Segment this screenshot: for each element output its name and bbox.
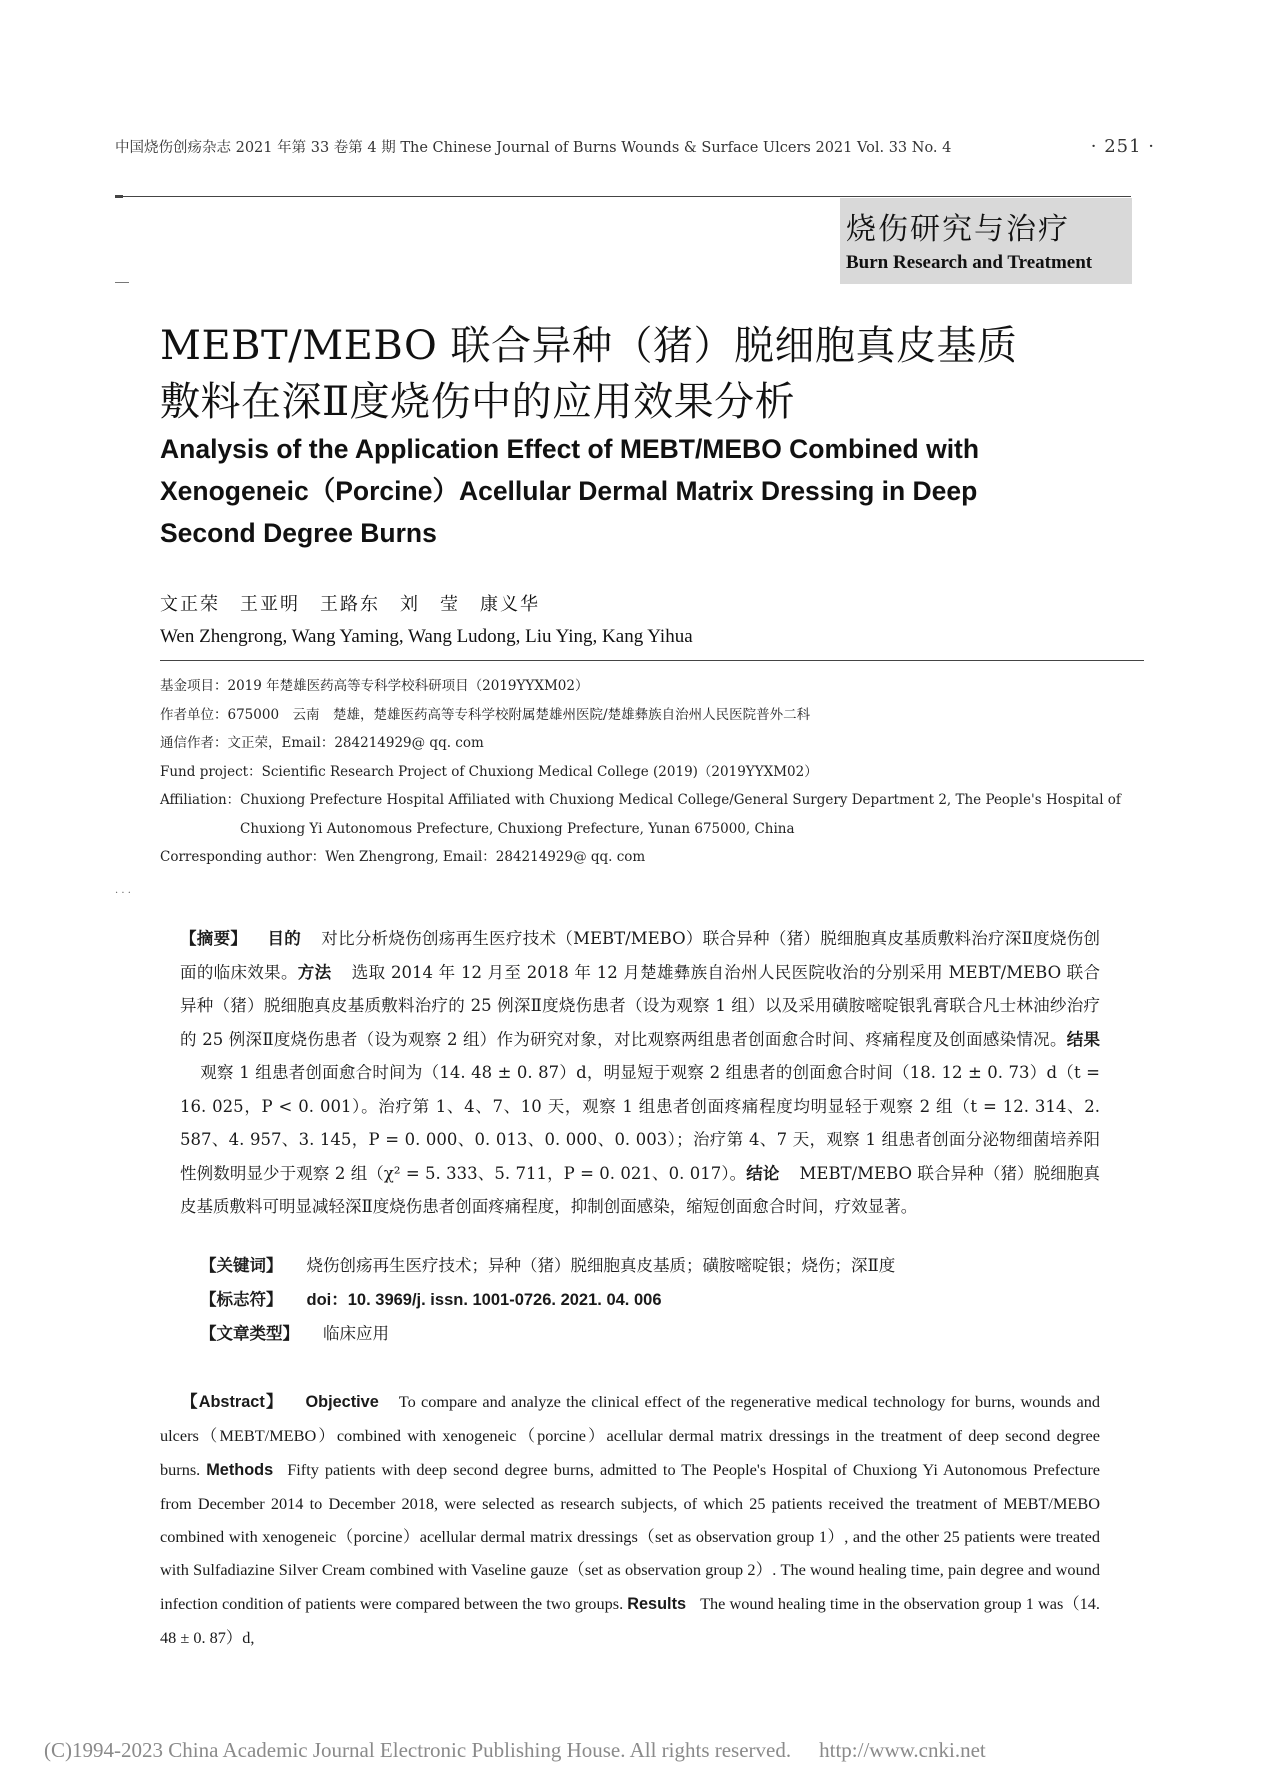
keywords-value: 烧伤创疡再生医疗技术；异种（猪）脱细胞真皮基质；磺胺嘧啶银；烧伤；深Ⅱ度 xyxy=(306,1256,896,1275)
running-head xyxy=(115,136,1155,157)
objective-cn-label: 目的 xyxy=(267,929,302,948)
keywords-label: 【关键词】 xyxy=(200,1256,283,1275)
objective-en-label: Objective xyxy=(305,1393,379,1411)
affiliation-en-line-2: Chuxiong Yi Autonomous Prefecture, Chuxiong Prefecture, Yunan 675000, China xyxy=(240,820,795,837)
page-number: · 251 · xyxy=(1090,136,1155,157)
article-title-en xyxy=(160,428,1120,554)
fund-en: Fund project：Scientific Research Project of Chuxiong Medical College (2019)（2019YYXM02） xyxy=(160,763,818,780)
methods-en-label: Methods xyxy=(206,1460,274,1479)
corresponding-cn: 通信作者：文正荣，Email：284214929@ qq. com xyxy=(160,735,484,751)
results-cn-label: 结果 xyxy=(1066,1029,1100,1049)
results-en-label: Results xyxy=(627,1594,687,1613)
article-type xyxy=(200,1320,1100,1344)
title-en-line-1: Analysis of the Application Effect of MEBT/MEBO Combined with xyxy=(160,434,980,464)
identifier xyxy=(200,1286,1100,1310)
section-title-cn: 烧伤研究与治疗 xyxy=(846,212,1070,247)
article-meta xyxy=(160,672,1140,872)
authors-en: Wen Zhengrong, Wang Yaming, Wang Ludong, Liu Ying, Kang Yihua xyxy=(160,626,693,647)
affiliation-cn: 作者单位：675000 云南 楚雄，楚雄医药高等专科学校附属楚雄州医院/楚雄彝族自治州人民医院普外二科 xyxy=(160,706,811,723)
title-cn-line-2: 敷料在深Ⅱ度烧伤中的应用效果分析 xyxy=(160,379,796,425)
section-tag xyxy=(840,198,1132,284)
authors-cn: 文正荣 王亚明 王路东 刘 莹 康义华 xyxy=(160,594,540,615)
footer xyxy=(44,1738,1244,1763)
authors-rule xyxy=(160,660,1144,661)
fund-cn: 基金项目：2019 年楚雄医药高等专科学校科研项目（2019YYXM02） xyxy=(160,678,589,694)
affiliation-en-line-1: Affiliation：Chuxiong Prefecture Hospital Affiliated with Chuxiong Medical College/General Surgery Department 2, The People's Hospital of xyxy=(160,792,1121,808)
section-title-en: Burn Research and Treatment xyxy=(846,252,1093,273)
results-cn-text: 观察 1 组患者创面愈合时间为（14. 48 ± 0. 87）d，明显短于观察 2 组患者的创面愈合时间（18. 12 ± 0. 73）d（t = 16. 025，P < 0. 001）。治疗第 1、4、7、10 天，观察 1 组患者创面疼痛程度均明显轻于观察 2 组（t = 12. 314、2. 587、4. 957、3. 145，P = 0. 000、0. 013、0. 000、0. 003）；治疗第 4、7 天，观察 1 组患者创面分泌物细菌培养阳性例数明显少于观察 2 组（χ² = 5. 333、5. 711，P = 0. 021、0. 017）。 xyxy=(180,1063,1100,1183)
title-en-line-2: Xenogeneic（Porcine）Acellular Dermal Matrix Dressing in Deep xyxy=(160,476,978,506)
abstract-cn-label: 【摘要】 xyxy=(180,929,248,948)
methods-cn-text: 选取 2014 年 12 月至 2018 年 12 月楚雄彝族自治州人民医院收治的分别采用 MEBT/MEBO 联合异种（猪）脱细胞真皮基质敷料治疗的 25 例深Ⅱ度烧伤患者（设为观察 1 组）以及采用磺胺嘧啶银乳膏联合凡士林油纱治疗的 25 例深Ⅱ度烧伤患者（设为观察 2 组）作为研究对象，对比观察两组患者创面愈合时间、疼痛程度及创面感染情况。 xyxy=(180,962,1101,1049)
conclusion-cn-label: 结论 xyxy=(746,1163,780,1183)
journal-citation: 中国烧伤创疡杂志 2021 年第 33 卷第 4 期 The Chinese Journal of Burns Wounds & Surface Ulcers 2021 Vol. 33 No. 4 xyxy=(115,140,952,156)
doi-link[interactable]: doi：10. 3969/j. issn. 1001-0726. 2021. 04. 006 xyxy=(306,1291,662,1309)
copyright-text: (C)1994-2023 China Academic Journal Electronic Publishing House. All rights reserved. xyxy=(44,1738,792,1762)
methods-cn-label: 方法 xyxy=(297,962,332,982)
abstract-en xyxy=(160,1385,1100,1654)
article-type-value: 临床应用 xyxy=(323,1324,389,1343)
results-en-text: The wound healing time in the observation group 1 was（14. 48 ± 0. 87）d, xyxy=(160,1593,1100,1648)
conclusion-cn-text: MEBT/MEBO 联合异种（猪）脱细胞真皮基质敷料可明显减轻深Ⅱ度烧伤患者创面疼痛程度，抑制创面感染，缩短创面愈合时间，疗效显著。 xyxy=(180,1163,1100,1216)
identifier-label: 【标志符】 xyxy=(200,1290,283,1309)
methods-en-text: Fifty patients with deep second degree burns, admitted to The People's Hospital of Chuxiong Yi Autonomous Prefecture from December 2014 to December 2018, were selected as research subjects, of which 25 patients received the treatment of MEBT/MEBO combined with xenogeneic（porcine）acellular dermal matrix dressings（set as observation group 1）, and the other 25 patients were treated with Sulfadiazine Silver Cream combined with Vaseline gauze（set as observation group 2）. The wound healing time, pain degree and wound infection condition of patients were compared between the two groups. xyxy=(160,1459,1100,1613)
cnki-link[interactable]: http://www.cnki.net xyxy=(819,1738,986,1762)
article-title-cn xyxy=(160,318,1120,430)
objective-cn-text: 对比分析烧伤创疡再生医疗技术（MEBT/MEBO）联合异种（猪）脱细胞真皮基质敷料治疗深Ⅱ度烧伤创面的临床效果。 xyxy=(180,929,1101,982)
title-cn-line-1: MEBT/MEBO 联合异种（猪）脱细胞真皮基质 xyxy=(160,323,1018,369)
header-rule-mark xyxy=(115,195,123,198)
corresponding-en: Corresponding author：Wen Zhengrong, Email：284214929@ qq. com xyxy=(160,849,646,865)
objective-en-text: To compare and analyze the clinical effect of the regenerative medical technology for burns, wounds and ulcers（MEBT/MEBO）combined with xenogeneic（porcine）acellular dermal matrix dressings in the treatment of deep second degree burns. xyxy=(160,1392,1100,1479)
title-en-line-3: Second Degree Burns xyxy=(160,518,437,548)
abstract-en-label: 【Abstract】 xyxy=(180,1393,284,1411)
article-type-label: 【文章类型】 xyxy=(200,1324,299,1343)
margin-mark xyxy=(115,282,129,283)
margin-dots: · · · xyxy=(115,888,131,899)
keywords xyxy=(200,1252,1100,1276)
header-rule xyxy=(115,196,1131,197)
abstract-cn xyxy=(180,922,1100,1224)
